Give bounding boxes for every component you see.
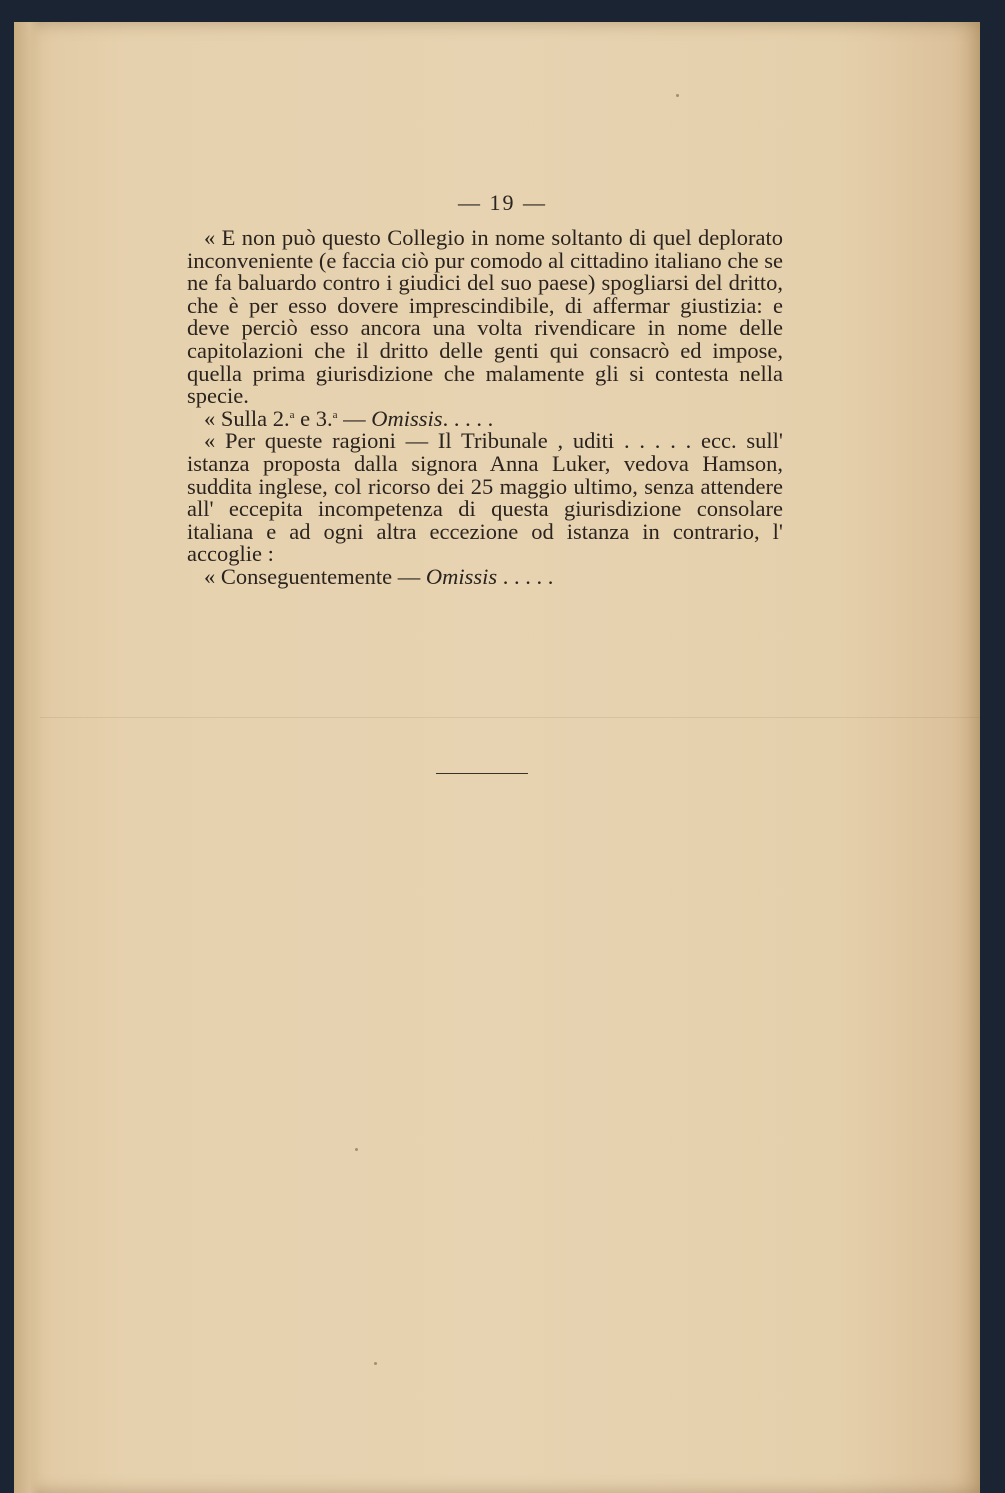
paper-speck — [374, 1362, 377, 1365]
conseguentemente-prefix: « Conseguentemente — — [204, 563, 426, 589]
omissis-label: Omissis — [371, 405, 443, 431]
sulla-prefix: « Sulla 2. — [204, 405, 290, 431]
page-crease — [40, 717, 980, 718]
sulla-dash: — — [337, 405, 372, 431]
omissis-label: Omissis — [425, 563, 498, 589]
ordinal-mark: a — [332, 408, 338, 421]
paper-speck — [676, 94, 679, 97]
paragraph-jurisdiction: « E non può questo Collegio in nome soltanto di quel deplorato inconveniente (e faccia ciò pur comodo al cittadino italiano che se ne fa baluardo contro i giudici del suo paese) spogliarsi del dritto, che è per esso dovere imprescindibile, di affermar giustizia: e deve perciò esso ancora una volta rivendicare in nome delle capitolazioni che il dritto delle genti qui consacrò ed impose, quella prima giurisdizione che malamente gli si contesta nella specie. — [187, 225, 783, 409]
paragraph-sulla — [187, 405, 783, 431]
ellipsis: . . . . . — [497, 563, 554, 589]
ellipsis: . . . . . — [442, 405, 494, 431]
ordinal-mark: a — [289, 408, 295, 421]
sulla-middle: e 3. — [294, 405, 333, 431]
paragraph-conseguentemente — [187, 563, 783, 589]
paragraph-ragioni: « Per queste ragioni — Il Tribunale , uditi . . . . . ecc. sull' istanza proposta dalla signora Anna Luker, vedova Hamson, suddita inglese, col ricorso dei 25 maggio ultimo, senza attendere all' eccepita incompetenza di questa giurisdizione consolare italiana e ad ogni altra eccezione od istanza in contrario, l' accoglie : — [187, 428, 783, 567]
closing-rule — [436, 773, 528, 774]
page-number: — 19 — — [458, 190, 547, 215]
paper-speck — [355, 1148, 358, 1151]
body-text — [187, 227, 783, 589]
binding-edge — [14, 22, 40, 1493]
